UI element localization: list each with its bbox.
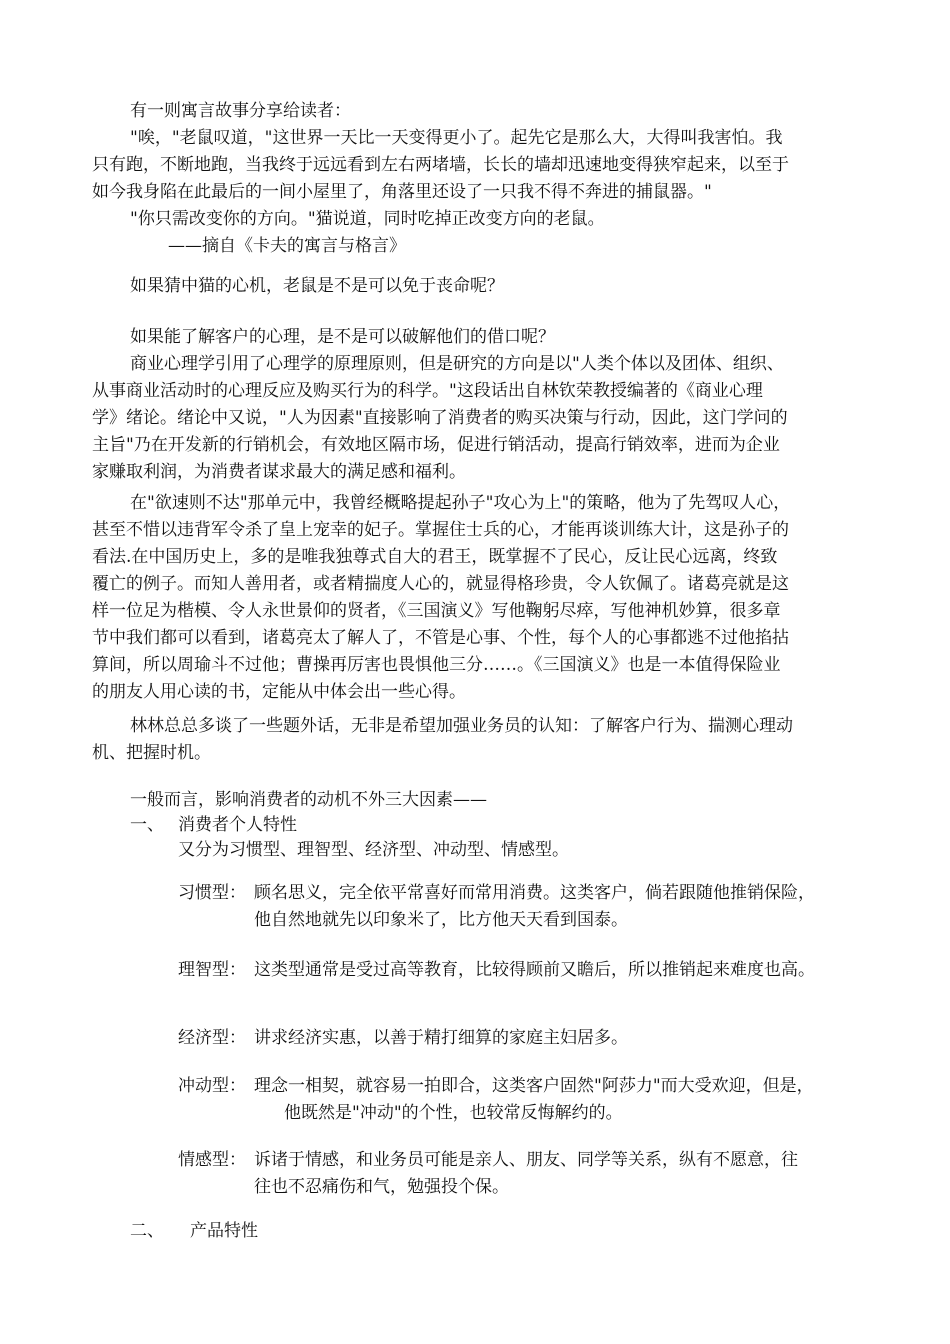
- fable-cat-reply: "你只需改变你的方向。"猫说道，同时吃掉正改变方向的老鼠。: [130, 209, 605, 229]
- fable-quote-line: "唉，"老鼠叹道，"这世界一天比一天变得更小了。起先它是那么大，大得叫我害怕。我: [130, 128, 783, 148]
- definition-line: 这类型通常是受过高等教育，比较得顾前又瞻后，所以推销起来难度也高。: [254, 960, 815, 980]
- definition-line: 他既然是"冲动"的个性，也较常反悔解约的。: [284, 1103, 623, 1123]
- paragraph-line: 算间，所以周瑜斗不过他；曹操再厉害也畏惧他三分……。《三国演义》也是一本值得保险业: [92, 655, 781, 675]
- paragraph-line: 覆亡的例子。而知人善用者，或者精揣度人心的，就显得格珍贵，令人钦佩了。诸葛亮就是这: [92, 574, 789, 594]
- definition-line: 顾名思义，完全依平常喜好而常用消费。这类客户，倘若跟随他推销保险，: [254, 883, 815, 903]
- definition-line: 讲求经济实惠，以善于精打细算的家庭主妇居多。: [254, 1028, 628, 1048]
- paragraph-line: 在"欲速则不达"那单元中，我曾经概略提起孙子"攻心为上"的策略，他为了先驾叹人心，: [130, 493, 791, 513]
- type-term-habit: 习惯型：: [178, 883, 246, 903]
- fable-quote-line: 如今我身陷在此最后的一间小屋里了，角落里还设了一只我不得不奔进的捕鼠器。": [92, 182, 712, 202]
- definition-line: 诉诸于情感，和业务员可能是亲人、朋友、同学等关系，纵有不愿意，往: [254, 1150, 798, 1170]
- paragraph-line: 样一位足为楷模、令人永世景仰的贤者，《三国演义》写他鞠躬尽瘁，写他神机妙算，很多章: [92, 601, 781, 621]
- paragraph-line: 从事商业活动时的心理反应及购买行为的科学。"这段话出自林钦荣教授编著的《商业心理: [92, 381, 763, 401]
- fable-source: ——摘自《卡夫的寓言与格言》: [168, 236, 406, 256]
- paragraph-line: 的朋友人用心读的书，定能从中体会出一些心得。: [92, 682, 466, 702]
- type-term-economic: 经济型：: [178, 1028, 246, 1048]
- type-desc-habit: [254, 880, 815, 934]
- sunzi-paragraph: [92, 490, 790, 706]
- type-desc-economic: [254, 1025, 628, 1052]
- question-cat: 如果猜中猫的心机，老鼠是不是可以免于丧命呢？: [130, 276, 504, 296]
- linlin-paragraph: [92, 713, 793, 767]
- paragraph-line: 学》绪论。绪论中又说，"人为因素"直接影响了消费者的购买决策与行动，因此，这门学问的: [92, 408, 788, 428]
- section-1-number: 一、: [130, 815, 164, 835]
- section-1-title: 消费者个人特性: [178, 815, 297, 835]
- fable-intro: 有一则寓言故事分享给读者：: [130, 101, 351, 121]
- paragraph-line: 主旨"乃在开发新的行销机会，有效地区隔市场，促进行销活动，提高行销效率，进而为企业: [92, 435, 780, 455]
- paragraph-line: 看法.在中国历史上，多的是唯我独尊式自大的君王，既掌握不了民心，反让民心远离，终致: [92, 547, 778, 567]
- section-2-title: 产品特性: [190, 1221, 258, 1241]
- question-customer: 如果能了解客户的心理，是不是可以破解他们的借口呢？: [130, 327, 555, 347]
- paragraph-line: 节中我们都可以看到，诸葛亮太了解人了，不管是心事、个性，每个人的心事都逃不过他掐拈: [92, 628, 789, 648]
- definition-line: 他自然地就先以印象米了，比方他天天看到国泰。: [254, 910, 628, 930]
- factors-intro: 一般而言，影响消费者的动机不外三大因素——: [130, 790, 487, 810]
- section-2-number: 二、: [130, 1221, 164, 1241]
- type-desc-impulsive: [254, 1073, 814, 1127]
- fable-quote-line: 只有跑，不断地跑，当我终于远远看到左右两堵墙，长长的墙却迅速地变得狭窄起来，以至于: [92, 155, 789, 175]
- definition-line: 理念一相契，就容易一拍即合，这类客户固然"阿莎力"而大受欢迎，但是，: [254, 1076, 814, 1096]
- paragraph-line: 家赚取利润，为消费者谋求最大的满足感和福利。: [92, 462, 466, 482]
- psychology-paragraph: [92, 351, 788, 486]
- paragraph-line: 林林总总多谈了一些题外话，无非是希望加强业务员的认知：了解客户行为、揣测心理动: [130, 716, 793, 736]
- section-1-subtitle: 又分为习惯型、理智型、经济型、冲动型、情感型。: [178, 840, 569, 860]
- type-desc-rational: [254, 957, 815, 984]
- type-term-emotional: 情感型：: [178, 1150, 246, 1170]
- fable-quote: [92, 125, 789, 206]
- paragraph-line: 机、把握时机。: [92, 743, 211, 763]
- type-term-impulsive: 冲动型：: [178, 1076, 246, 1096]
- type-desc-emotional: [254, 1147, 798, 1201]
- paragraph-line: 甚至不惜以违背军令杀了皇上宠幸的妃子。掌握住士兵的心，才能再谈训练大计，这是孙子的: [92, 520, 789, 540]
- paragraph-line: 商业心理学引用了心理学的原理原则，但是研究的方向是以"人类个体以及团体、组织、: [130, 354, 784, 374]
- type-term-rational: 理智型：: [178, 960, 246, 980]
- definition-line: 往也不忍痛伤和气，勉强投个保。: [254, 1177, 509, 1197]
